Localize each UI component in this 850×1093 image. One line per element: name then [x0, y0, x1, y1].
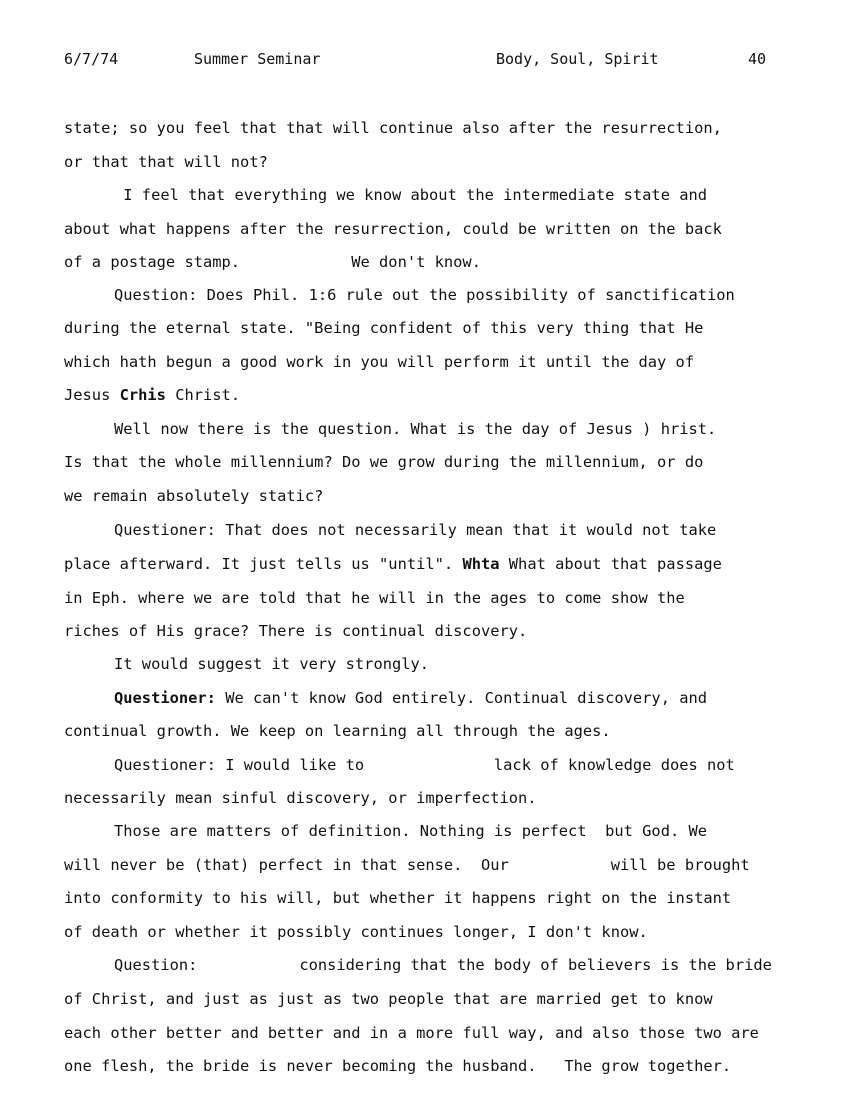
text-line: which hath begun a good work in you will perform it until the day of	[64, 353, 695, 371]
text-line: or that that will not?	[64, 153, 268, 171]
text-line: Question: considering that the body of believers is the bride	[114, 956, 772, 974]
text-line	[114, 689, 707, 707]
text-line	[64, 555, 722, 573]
text-line: Questioner: That does not necessarily mean that it would not take	[114, 521, 717, 539]
text-line: riches of His grace? There is continual discovery.	[64, 622, 528, 640]
text-line: of Christ, and just as just as two people that are married get to know	[64, 990, 713, 1008]
text-run: What about that passage	[499, 555, 722, 573]
text-run: We can't know God entirely. Continual discovery, and	[215, 689, 708, 707]
text-line: in Eph. where we are told that he will in the ages to come show the	[64, 589, 685, 607]
text-line: It would suggest it very strongly.	[114, 655, 430, 673]
text-line: Questioner: I would like to lack of knowledge does not	[114, 756, 735, 774]
text-run: place afterward. It just tells us "until".	[64, 555, 463, 573]
struck-text: Crhis	[119, 386, 166, 404]
text-line	[64, 386, 240, 404]
header-topic: Body, Soul, Spirit	[496, 50, 659, 68]
text-line: of a postage stamp. We don't know.	[64, 253, 481, 271]
header-event: Summer Seminar	[194, 50, 321, 68]
text-run: Jesus	[64, 386, 120, 404]
text-line: Is that the whole millennium? Do we grow during the millennium, or do	[64, 453, 704, 471]
text-line: will never be (that) perfect in that sense. Our will be brought	[64, 856, 750, 874]
text-line: state; so you feel that that will continue also after the resurrection,	[64, 119, 722, 137]
header-date: 6/7/74	[64, 50, 119, 68]
text-line: Well now there is the question. What is the day of Jesus ) hrist.	[114, 420, 717, 438]
text-line: Question: Does Phil. 1:6 rule out the possibility of sanctification	[114, 286, 735, 304]
text-line: into conformity to his will, but whether it happens right on the instant	[64, 889, 732, 907]
text-line: during the eternal state. "Being confident of this very thing that He	[64, 319, 704, 337]
text-line: of death or whether it possibly continues longer, I don't know.	[64, 923, 648, 941]
struck-text: Questioner:	[114, 689, 216, 707]
text-line: continual growth. We keep on learning all through the ages.	[64, 722, 611, 740]
text-line: Those are matters of definition. Nothing is perfect but God. We	[114, 822, 708, 840]
text-line: each other better and better and in a more full way, and also those two are	[64, 1024, 759, 1042]
text-line: we remain absolutely static?	[64, 487, 324, 505]
text-line: about what happens after the resurrection, could be written on the back	[64, 220, 722, 238]
text-line: necessarily mean sinful discovery, or imperfection.	[64, 789, 537, 807]
text-line: one flesh, the bride is never becoming the husband. The grow together.	[64, 1057, 732, 1075]
header-page-number: 40	[748, 50, 767, 68]
text-line: I feel that everything we know about the intermediate state and	[114, 186, 708, 204]
struck-text: Whta	[462, 555, 500, 573]
text-run: Christ.	[165, 386, 241, 404]
